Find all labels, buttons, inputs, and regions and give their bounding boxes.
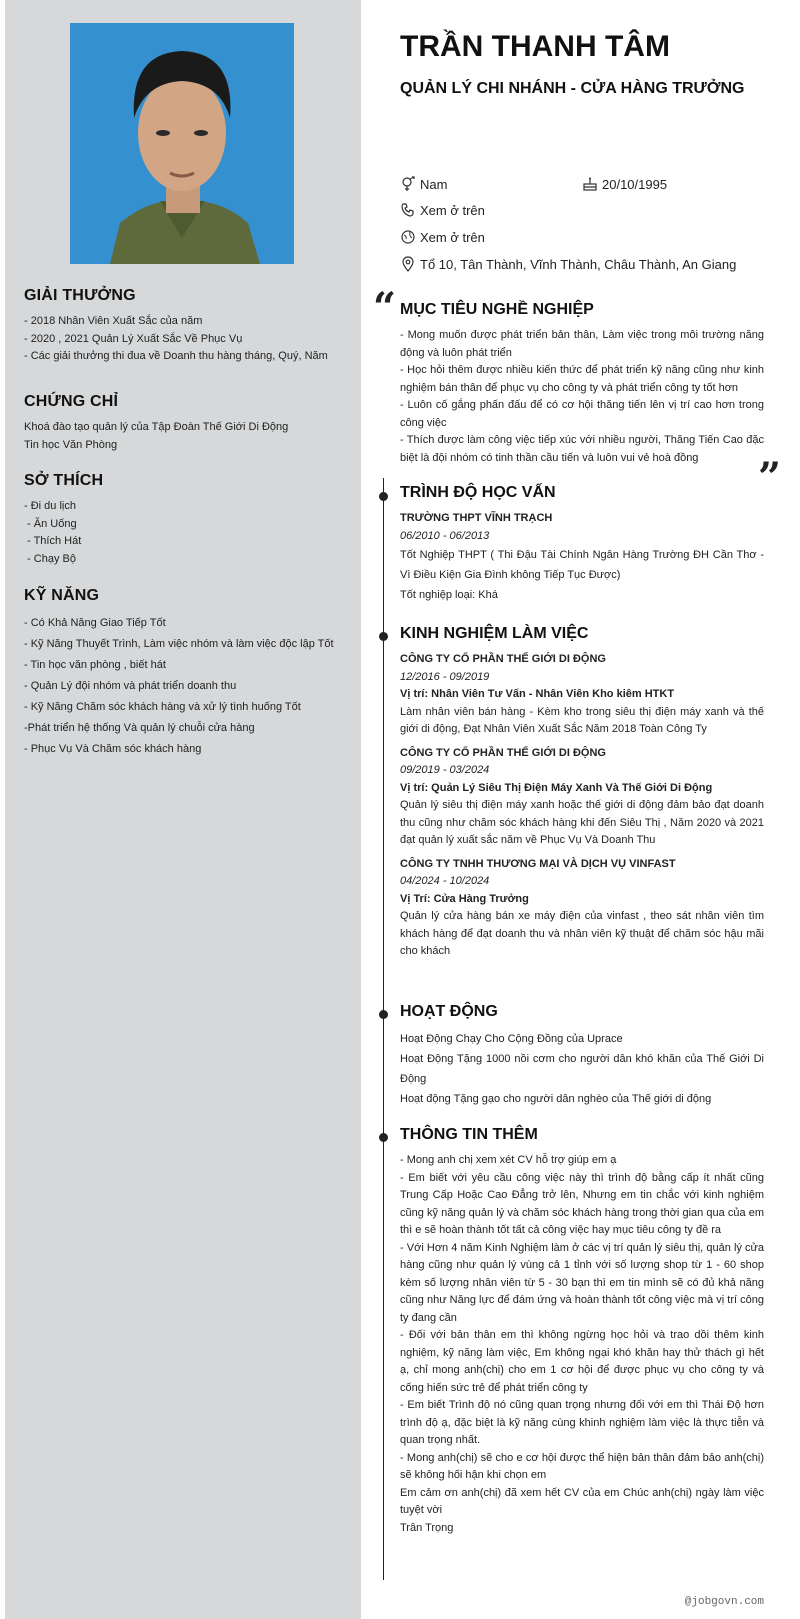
skill-item: - Kỹ Năng Chăm sóc khách hàng và xử lý tình huống Tốt (24, 701, 301, 713)
open-quote-icon: “ (373, 284, 397, 331)
job-entry (400, 856, 764, 961)
certificates-section (24, 393, 344, 454)
timeline-dot (379, 492, 388, 501)
job-position: Vị trí: Nhân Viên Tư Vấn - Nhân Viên Kho kiêm HTKT (400, 688, 675, 700)
birthday-cake-icon (582, 176, 598, 192)
job-company: CÔNG TY CỔ PHẦN THẾ GIỚI DI ĐỘNG (400, 653, 606, 665)
address-info (400, 256, 736, 272)
close-quote-icon: ” (758, 454, 782, 501)
timeline-dot (379, 1010, 388, 1019)
experience-section (400, 625, 764, 961)
skill-item: - Quản Lý đội nhóm và phát triển doanh thu (24, 680, 237, 692)
experience-heading: KINH NGHIỆM LÀM VIỆC (400, 625, 589, 642)
additional-item: - Em biết Trình độ nó cũng quan trọng nhưng đối với em thì Thái Độ hơn trình độ ạ, đặc biệt là kỹ năng cùng khinh nghiệm làm việc là thực tiễn và quan trọng nhất. (400, 1399, 764, 1446)
skill-item: - Tin học văn phòng , biết hát (24, 659, 166, 671)
job-company: CÔNG TY TNHH THƯƠNG MẠI VÀ DỊCH VỤ VINFAST (400, 857, 676, 870)
job-date: 09/2019 - 03/2024 (400, 764, 490, 776)
additional-item: - Em biết với yêu cầu công việc này thì trình độ bằng cấp ít nhất cũng Trung Cấp Hoặc Cao Đẳng trở lên, Nhưng em tin chắc với kinh nghiệm cũng kỹ năng quản lý và chăm sóc khách hàng trong thời gian qua của em thì e sẽ hoàn thành tốt tất cả công việc hay mục tiêu công ty đề ra (400, 1171, 764, 1236)
footer-watermark: @jobgovn.com (684, 1596, 764, 1608)
phone-value: Xem ở trên (420, 202, 485, 218)
objective-heading: MỤC TIÊU NGHỀ NGHIỆP (400, 301, 594, 318)
skill-item: - Có Khả Năng Giao Tiếp Tốt (24, 617, 166, 629)
gender-value: Nam (420, 176, 448, 192)
objective-item: - Học hỏi thêm được nhiều kiến thức để phát triển kỹ năng cũng như kinh nghiệm bán thân để phục vụ cho công ty và phát triển công ty tốt hơn (400, 364, 764, 394)
location-icon (400, 256, 416, 272)
hobby-item: - Chạy Bộ (24, 552, 76, 565)
candidate-name: TRẦN THANH TÂM (400, 30, 670, 63)
profile-photo (70, 23, 294, 264)
activities-heading: HOẠT ĐỘNG (400, 1003, 498, 1020)
hobbies-heading: SỞ THÍCH (24, 472, 104, 489)
hobby-item: - Thích Hát (24, 535, 82, 547)
education-grade: Tốt nghiệp loại: Khá (400, 589, 498, 601)
phone-info (400, 202, 485, 218)
job-desc: Làm nhân viên bán hàng - Kèm kho trong siêu thị điện máy xanh và thế giới di động, Đạt Nhân Viên Xuất Sắc Năm 2018 Toàn Công Ty (400, 705, 764, 735)
additional-item: Em cảm ơn anh(chị) đã xem hết CV của em Chúc anh(chị) ngày làm việc tuyệt vời (400, 1486, 764, 1516)
job-position: Vị trí: Quản Lý Siêu Thị Điện Máy Xanh Và Thế Giới Di Động (400, 781, 713, 794)
skill-item: -Phát triển hệ thống Và quản lý chuỗi cửa hàng (24, 722, 255, 734)
birthdate-value: 20/10/1995 (602, 176, 668, 192)
school-name: TRƯỜNG THPT VĨNH TRẠCH (400, 512, 553, 524)
skills-section (24, 587, 344, 760)
objective-section (400, 301, 764, 467)
education-desc: Tốt Nghiệp THPT ( Thi Đậu Tài Chính Ngân Hàng Trường ĐH Cần Thơ - Vì Điều Kiện Gia Đình không Tiếp Tục Được) (400, 549, 764, 581)
job-company: CÔNG TY CỔ PHẦN THẾ GIỚI DI ĐỘNG (400, 746, 606, 759)
gender-icon (400, 176, 416, 192)
education-date: 06/2010 - 06/2013 (400, 529, 490, 542)
email-info (400, 229, 485, 245)
awards-heading: GIẢI THƯỞNG (24, 287, 136, 304)
job-date: 12/2016 - 09/2019 (400, 670, 490, 683)
timeline-line (383, 478, 384, 1580)
additional-item: Trân Trọng (400, 1521, 454, 1534)
email-icon (400, 229, 416, 245)
timeline-dot (379, 632, 388, 641)
certificate-item: Khoá đào tạo quản lý của Tập Đoàn Thế Giới Di Động (24, 421, 289, 433)
hobby-item: - Đi du lịch (24, 500, 76, 512)
activity-item: Hoạt Động Chạy Cho Cộng Đồng của Uprace (400, 1033, 623, 1045)
gender-info (400, 176, 447, 192)
objective-item: - Luôn cố gắng phấn đấu để có cơ hội thăng tiến lên vị trí cao hơn trong công việc (400, 399, 764, 429)
education-section (400, 484, 764, 605)
activity-item: Hoạt Động Tặng 1000 nồi cơm cho người dân khó khăn của Thế Giới Di Động (400, 1053, 764, 1085)
additional-item: - Với Hơn 4 năm Kinh Nghiệm làm ở các vị trí quản lý siêu thị, quản lý cửa hàng cũng như quản lý vùng cả 1 tỉnh với số lượng shop từ 1 - 60 shop kèm số lượng nhân viên từ 5 - 30 bạn thì em tin mình sẽ có đủ khả năng cũng như Năng lực để đám ứng và hoàn thành tốt công việc mà vị trí công ty đang cần (400, 1241, 764, 1324)
additional-info-section (400, 1126, 764, 1537)
job-desc: Quản lý siêu thị điện máy xanh hoặc thế giới di động đảm bảo đạt doanh thu cũng như chăm sóc khách hàng khi đến Siêu Thị , Năm 2020 và 2021 đạt quản lý xuất sắc năm về Phục Vụ Và Doanh Thu (400, 799, 764, 846)
email-value: Xem ở trên (420, 229, 485, 245)
award-item: - 2020 , 2021 Quản Lý Xuất Sắc Về Phục Vụ (24, 332, 243, 345)
objective-item: - Mong muốn được phát triển bản thân, Làm việc trong môi trường năng động và luôn phát triển (400, 329, 764, 359)
activity-item: Hoạt động Tặng gạo cho người dân nghèo của Thế giới di động (400, 1093, 712, 1105)
job-entry (400, 745, 764, 850)
education-heading: TRÌNH ĐỘ HỌC VẤN (400, 484, 556, 501)
additional-heading: THÔNG TIN THÊM (400, 1126, 538, 1143)
portrait-illustration (70, 23, 294, 264)
additional-item: - Mong anh(chị) sẽ cho e cơ hội được thể hiện bản thân đảm bảo anh(chị) sẽ không hối hận khi chọn em (400, 1451, 764, 1481)
skill-item: - Kỹ Năng Thuyết Trình, Làm việc nhóm và làm việc độc lập Tốt (24, 638, 334, 650)
timeline-dot (379, 1133, 388, 1142)
hobby-item: - Ăn Uống (24, 517, 77, 530)
certificate-item: Tin học Văn Phòng (24, 438, 118, 451)
hobbies-section (24, 472, 344, 568)
award-item: - 2018 Nhân Viên Xuất Sắc của năm (24, 315, 203, 327)
additional-item: - Đối với bản thân em thì không ngừng học hỏi và trao dồi thêm kinh nghiệm, kỹ năng làm việc, Em không ngại khó khăn hay thử thách gì hết ạ, chỉ mong anh(chị) cho em 1 cơ hội để được phục vụ cho công ty và cống hiến sức trẻ để phát triển công ty (400, 1329, 764, 1394)
address-value: Tổ 10, Tân Thành, Vĩnh Thành, Châu Thành, An Giang (420, 256, 737, 272)
certificates-heading: CHỨNG CHỈ (24, 393, 119, 410)
skill-item: - Phục Vụ Và Chăm sóc khách hàng (24, 743, 202, 755)
awards-section (24, 287, 344, 366)
additional-item: - Mong anh chị xem xét CV hỗ trợ giúp em ạ (400, 1154, 617, 1166)
job-date: 04/2024 - 10/2024 (400, 875, 490, 887)
activities-section (400, 1003, 764, 1109)
skills-heading: KỸ NĂNG (24, 587, 100, 604)
job-entry (400, 651, 764, 739)
objective-item: - Thích được làm công việc tiếp xúc với nhiều người, Thăng Tiến Cao đặc biệt là đội nhóm có tinh thần cầu tiến và luôn vui vẻ hoà đồng (400, 434, 764, 464)
job-position: Vị Trí: Cửa Hàng Trưởng (400, 892, 529, 905)
candidate-title: QUẢN LÝ CHI NHÁNH - CỬA HÀNG TRƯỞNG (400, 80, 745, 97)
birthdate-info (582, 176, 667, 192)
job-desc: Quản lý cửa hàng bán xe máy điện của vinfast , theo sát nhân viên tìm khách hàng để đạt doanh thu và nhân viên kỹ thuật để chăm sóc hậu mãi cho khách (400, 910, 764, 957)
award-item: - Các giải thưởng thi đua về Doanh thu hàng tháng, Quý, Năm (24, 350, 328, 362)
phone-icon (400, 202, 416, 218)
